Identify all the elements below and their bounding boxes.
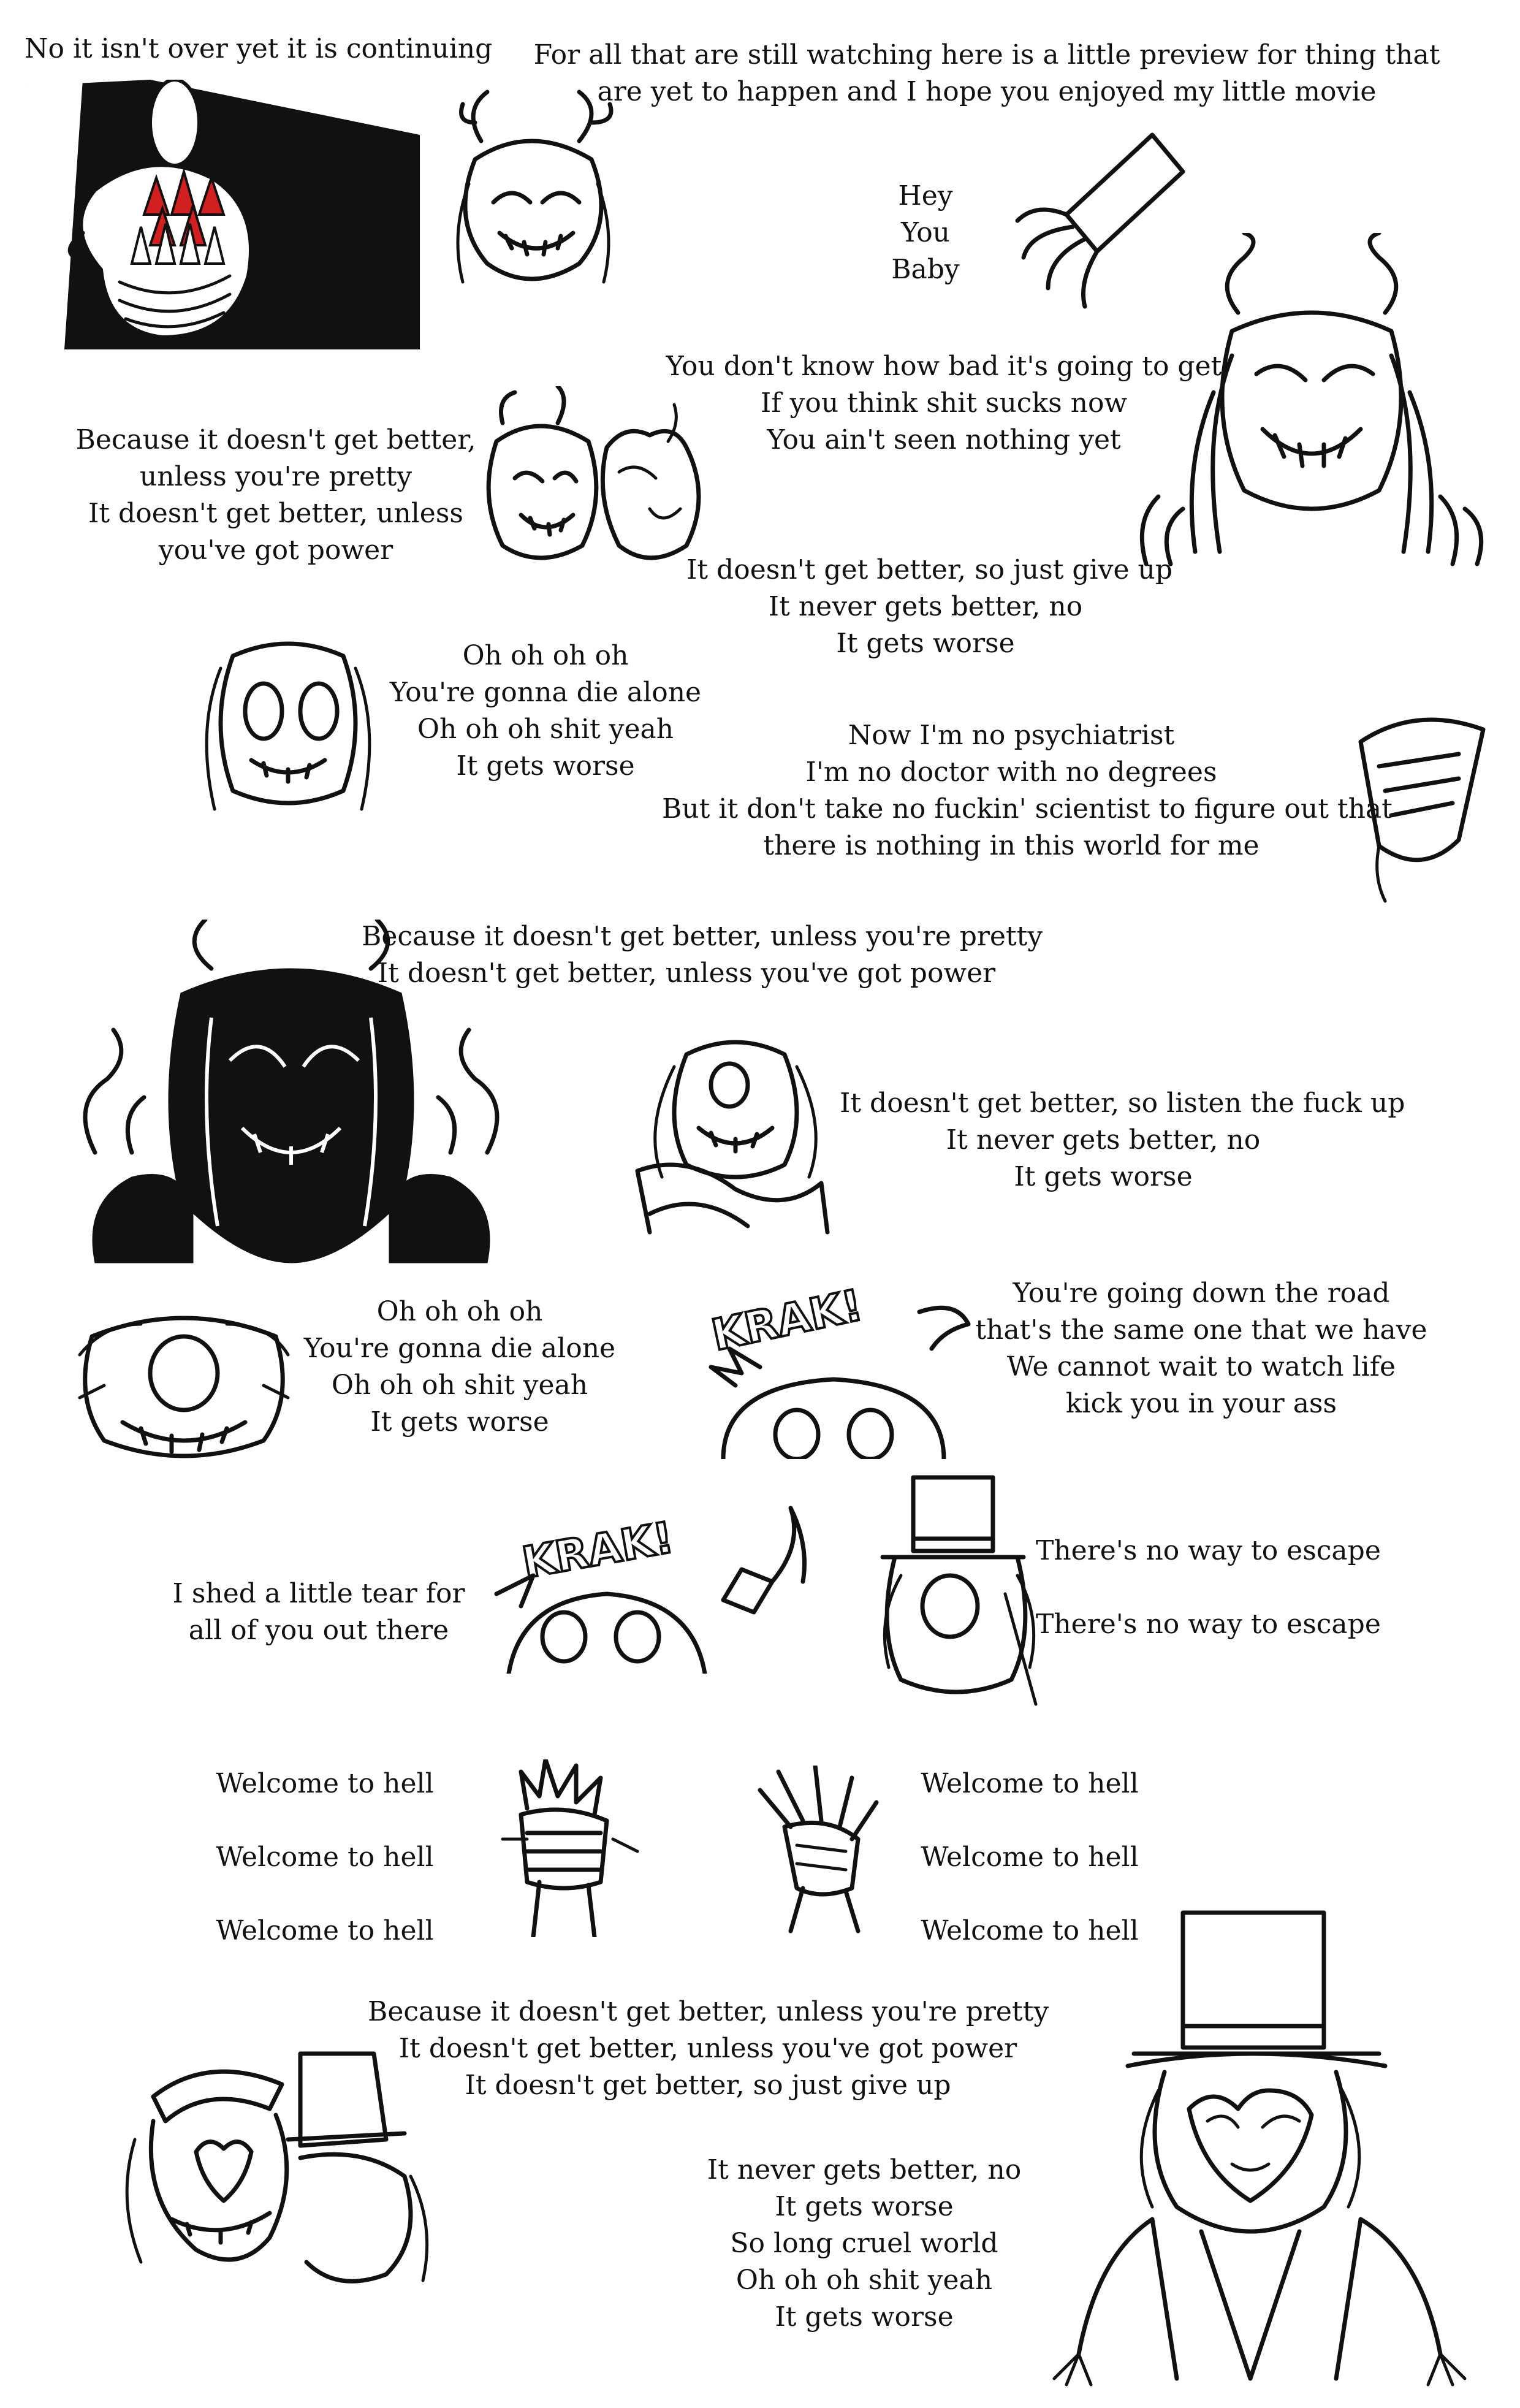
masked-figure-icon — [1336, 705, 1495, 907]
wide-eyed-face-icon — [67, 1300, 300, 1471]
lyric-hey-you-baby: Hey You Baby — [891, 180, 960, 285]
horned-demon-icon — [438, 86, 628, 294]
lyric-no-escape: There's no way to escape There's no way to escape — [1036, 1535, 1381, 1640]
top-hat-heart-mask-figure-icon — [1030, 1888, 1489, 2391]
heart-mask-duo-icon — [116, 2017, 435, 2293]
lyric-die-alone-2: Oh oh oh oh You're gonna die alone Oh oh oh shit yeah It gets worse — [303, 1296, 616, 1438]
lyric-welcome-to-hell-right: Welcome to hell Welcome to hell Welcome to hell — [921, 1768, 1139, 1946]
lyric-final-chorus: Because it doesn't get better, unless you're pretty It doesn't get better, unless you've got power It doesn't get better, so just give up — [368, 1996, 1049, 2101]
grinning-demon-mask-icon — [28, 80, 420, 349]
krak-impact-icon — [484, 1496, 815, 1674]
svg-text:KRAK!: KRAK! — [519, 1512, 678, 1588]
lyric-die-alone-1: Oh oh oh oh You're gonna die alone Oh oh oh shit yeah It gets worse — [389, 640, 702, 782]
lyric-unless-pretty-2: Because it doesn't get better, unless you're pretty It doesn't get better, unless you've got power — [362, 921, 1043, 989]
lyric-no-psychiatrist: Now I'm no psychiatrist I'm no doctor with no degrees But it don't take no fuckin' scientist to figure out that there is nothing in this world for me — [662, 720, 1393, 861]
lyric-unless-pretty-1: Because it doesn't get better, unless you're pretty It doesn't get better, unless you've got power — [75, 424, 476, 566]
lyric-down-the-road: You're going down the road that's the same one that we have We cannot wait to watch life kick you in your ass — [975, 1278, 1427, 1419]
spiky-hand-icon — [735, 1766, 895, 1937]
svg-text:KRAK!: KRAK! — [707, 1279, 867, 1361]
krak-impact-icon — [686, 1275, 981, 1459]
lyric-just-give-up-1: It doesn't get better, so just give up It never gets better, no It gets worse — [686, 554, 1172, 659]
lyric-shed-a-tear: I shed a little tear for all of you out there — [172, 1578, 465, 1646]
lyric-so-long-cruel-world: It never gets better, no It gets worse So long cruel world Oh oh oh shit yeah It gets worse — [707, 2154, 1022, 2333]
lyric-intro: No it isn't over yet it is continuing — [25, 33, 493, 64]
lyric-bad-its-going-to-get: You don't know how bad it's going to get If you think shit sucks now You ain't seen nothing yet — [666, 351, 1222, 455]
demon-pair-icon — [466, 386, 723, 589]
one-eyed-figure-icon — [196, 631, 380, 815]
long-haired-demon-icon — [1122, 233, 1502, 576]
lyric-welcome-to-hell-left: Welcome to hell Welcome to hell Welcome to hell — [216, 1768, 434, 1946]
lyric-preview-note: For all that are still watching here is a little preview for thing that are yet to happen and I hope you enjoyed my little movie — [533, 39, 1440, 107]
shadow-demon-with-flames-icon — [58, 920, 524, 1287]
lyric-listen-up: It doesn't get better, so listen the fuck up It never gets better, no It gets worse — [840, 1088, 1405, 1192]
smiling-demon-hugging-icon — [625, 1030, 846, 1238]
bandaged-fist-icon — [490, 1759, 644, 1937]
top-hat-character-icon — [864, 1471, 1048, 1710]
